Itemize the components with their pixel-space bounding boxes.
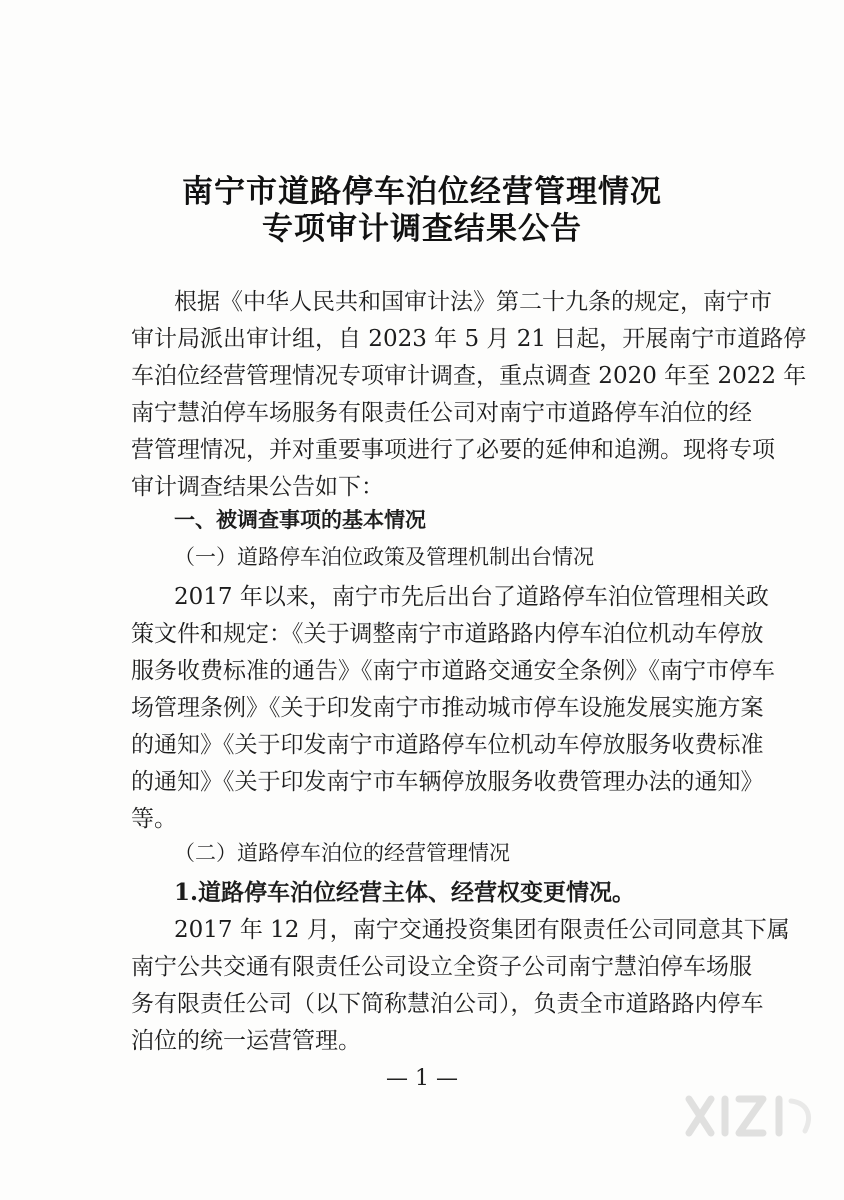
paragraph-line: 审计调查结果公告如下：	[131, 474, 384, 500]
subsection-heading-1: （一）道路停车泊位政策及管理机制出台情况	[174, 545, 594, 569]
paragraph-line: 的通知》《关于印发南宁市道路停车位机动车停放服务收费标准	[131, 732, 764, 758]
paragraph-line: 等。	[131, 806, 177, 832]
document-title-line-1: 南宁市道路停车泊位经营管理情况	[182, 174, 662, 210]
paragraph-line: 车泊位经营管理情况专项审计调查，重点调查 2020 年至 2022 年	[131, 363, 807, 389]
paragraph-line: 务有限责任公司（以下简称慧泊公司），负责全市道路路内停车	[131, 991, 764, 1017]
page-number: — 1 —	[386, 1066, 458, 1091]
paragraph-line: 根据《中华人民共和国审计法》第二十九条的规定，南宁市	[174, 289, 772, 315]
section-heading-1: 一、被调查事项的基本情况	[174, 508, 426, 532]
xizi-watermark-logo	[683, 1093, 819, 1139]
paragraph-line: 泊位的统一运营管理。	[131, 1028, 361, 1054]
paragraph-line: 营管理情况，并对重要事项进行了必要的延伸和追溯。现将专项	[131, 437, 775, 463]
paragraph-line: 策文件和规定：《关于调整南宁市道路路内停车泊位机动车停放	[131, 621, 764, 647]
paragraph-line: 2017 年 12 月，南宁交通投资集团有限责任公司同意其下属	[174, 917, 790, 943]
paragraph-line: 审计局派出审计组，自 2023 年 5 月 21 日起，开展南宁市道路停	[131, 326, 807, 352]
item-heading-1: 1.道路停车泊位经营主体、经营权变更情况。	[174, 879, 636, 906]
document-title-line-2: 专项审计调查结果公告	[262, 211, 582, 247]
paragraph-line: 南宁慧泊停车场服务有限责任公司对南宁市道路停车泊位的经	[131, 400, 752, 426]
subsection-heading-2: （二）道路停车泊位的经营管理情况	[174, 841, 510, 865]
paragraph-line: 2017 年以来，南宁市先后出台了道路停车泊位管理相关政	[174, 584, 769, 610]
paragraph-line: 的通知》《关于印发南宁市车辆停放服务收费管理办法的通知》	[131, 769, 764, 795]
paragraph-line: 服务收费标准的通告》《南宁市道路交通安全条例》《南宁市停车	[131, 658, 775, 684]
paragraph-line: 南宁公共交通有限责任公司设立全资子公司南宁慧泊停车场服	[131, 954, 752, 980]
paragraph-line: 场管理条例》《关于印发南宁市推动城市停车设施发展实施方案	[131, 695, 764, 721]
